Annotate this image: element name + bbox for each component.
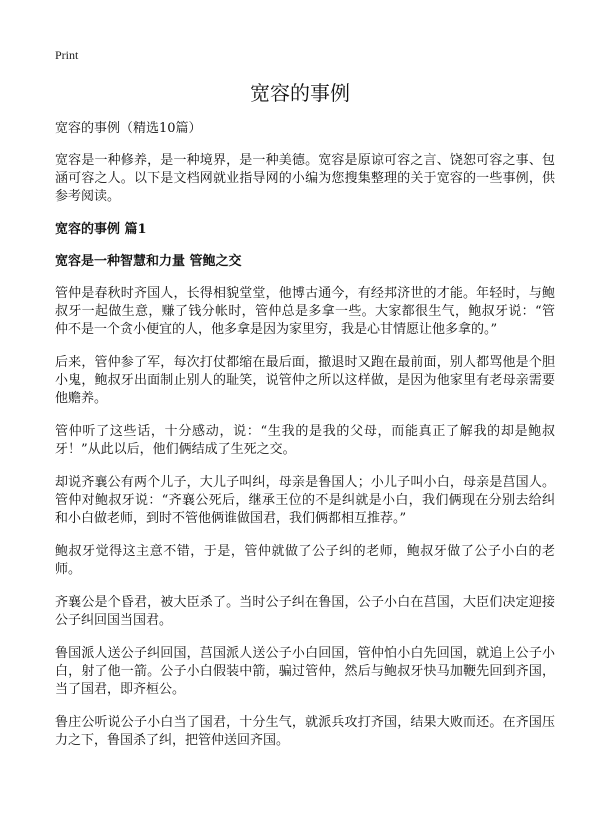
- story-paragraph-7: 鲁国派人送公子纠回国，莒国派人送公子小白回国，管仲怕小白先回国，就追上公子小白，射了他一箭。公子小白假装中箭，骗过管仲，然后与鲍叔牙快马加鞭先回到齐国，当了国君，即齐桓公。: [55, 646, 555, 697]
- story-paragraph-4: 却说齐襄公有两个儿子，大儿子叫纠，母亲是鲁国人；小儿子叫小白，母亲是莒国人。管仲对鲍叔牙说：“齐襄公死后，继承王位的不是纠就是小白，我们俩现在分别去给纠和小白做老师，到时不管他俩谁做国君，我们俩都相互推荐。”: [55, 475, 555, 526]
- story-paragraph-5: 鲍叔牙觉得这主意不错，于是，管仲就做了公子纠的老师，鲍叔牙做了公子小白的老师。: [55, 544, 555, 577]
- intro-paragraph: 宽容是一种修养，是一种境界，是一种美德。宽容是原谅可容之言、饶恕可容之事、包涵可容之人。以下是文档网就业指导网的小编为您搜集整理的关于宽容的一些事例，供参考阅读。: [55, 153, 555, 204]
- story-paragraph-3: 管仲听了这些话，十分感动，说：“生我的是我的父母，而能真正了解我的却是鲍叔牙！”从此以后，他们俩结成了生死之交。: [55, 424, 555, 457]
- story-paragraph-2: 后来，管仲参了军，每次打仗都缩在最后面，撤退时又跑在最前面，别人都骂他是个胆小鬼，鲍叔牙出面制止别人的耻笑，说管仲之所以这样做，是因为他家里有老母亲需要他赡养。: [55, 355, 555, 406]
- story-paragraph-8: 鲁庄公听说公子小白当了国君，十分生气，就派兵攻打齐国，结果大败而还。在齐国压力之下，鲁国杀了纠，把管仲送回齐国。: [55, 715, 555, 748]
- page-title: 宽容的事例: [250, 81, 350, 105]
- story-paragraph-6: 齐襄公是个昏君，被大臣杀了。当时公子纠在鲁国，公子小白在莒国，大臣们决定迎接公子纠回国当国君。: [55, 595, 555, 628]
- section-subheading: 宽容是一种智慧和力量 管鲍之交: [55, 254, 242, 269]
- story-paragraph-1: 管仲是春秋时齐国人，长得相貌堂堂，他博古通今，有经邦济世的才能。年轻时，与鲍叔牙一起做生意，赚了钱分帐时，管仲总是多拿一些。大家都很生气，鲍叔牙说：“管仲不是一个贪小便宜的人，他多拿是因为家里穷，我是心甘情愿让他多拿的。”: [55, 286, 555, 337]
- document-body: [55, 120, 555, 765]
- print-link[interactable]: Print: [55, 48, 79, 62]
- document-subtitle: 宽容的事例（精选10篇）: [55, 121, 202, 136]
- section-heading: 宽容的事例 篇1: [55, 222, 147, 237]
